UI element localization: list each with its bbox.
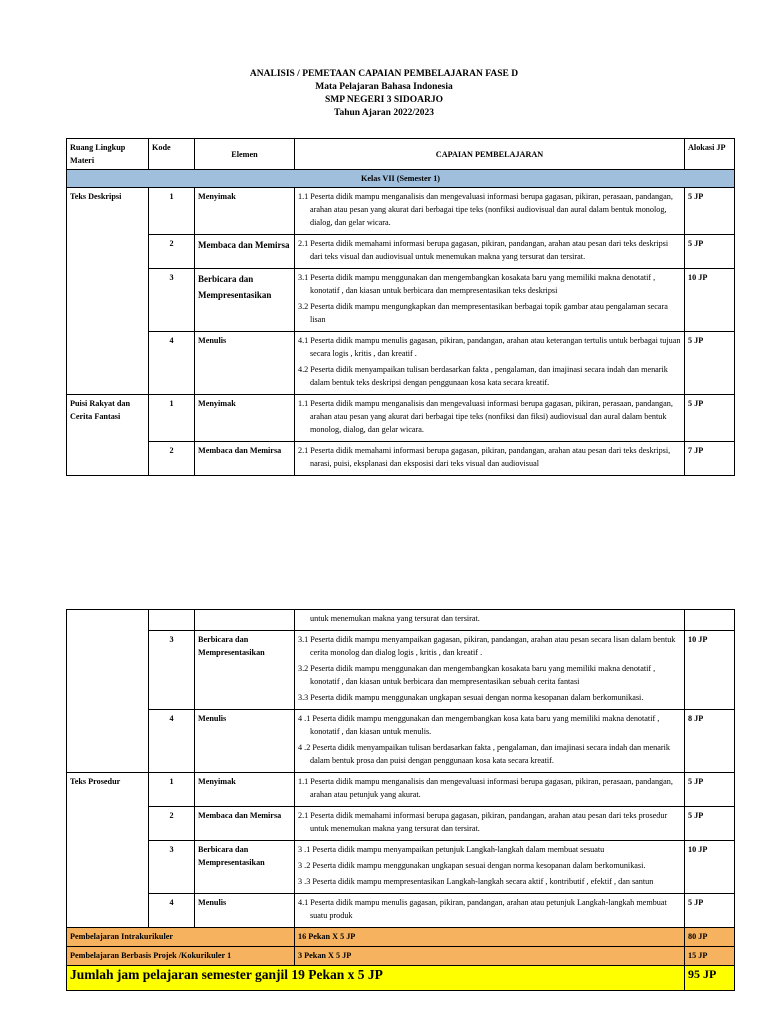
capaian-cell <box>295 235 685 269</box>
capaian-item: 3.3 Peserta didik mampu menggunakan ungkapan sesuai dengan norma kesopanan dalam berkomunikasi. <box>298 693 644 702</box>
summary-value: 3 Pekan X 5 JP <box>295 947 685 966</box>
capaian-cell <box>295 188 685 235</box>
capaian-cell <box>295 269 685 332</box>
elemen-cell: Membaca dan Memirsa <box>195 807 295 841</box>
capaian-item: 3.2 Peserta didik mampu menggunakan dan mengembangkan kosakata baru yang memiliki makna denotatif , konotatif , dan kiasan untuk berbicara dan mempresentasikan sebuah cerita fantasi <box>298 664 656 686</box>
elemen-cell: Berbicara dan Mempresentasikan <box>195 841 295 894</box>
capaian-item: 4 .2 Peserta didik menyampaikan tulisan berdasarkan fakta , pengalaman, dan imajinasi secara indah dan menarik dalam bentuk prosa dan puisi dengan penggunaan kosa kata secara kreatif. <box>298 743 670 765</box>
table-row <box>67 841 735 894</box>
table-row <box>67 235 735 269</box>
capaian-item: 2.1 Peserta didik memahami informasi berupa gagasan, pikiran, pandangan, arahan atau pesan dari teks deskripsi dari teks visual dan audiovisual untuk menemukan makna yang tersurat dan tersirat. <box>298 239 669 261</box>
capaian-item: 4.1 Peserta didik mampu menulis gagasan, pikiran, pandangan, arahan atau petunjuk Langkah-langkah membuat suatu produk <box>298 898 667 920</box>
total-row <box>67 966 735 991</box>
capaian-cell <box>295 894 685 928</box>
header-kode: Kode <box>149 139 195 170</box>
kode-cell: 4 <box>149 710 195 773</box>
kode-cell: 4 <box>149 894 195 928</box>
header-subject: Mata Pelajaran Bahasa Indonesia <box>315 82 453 92</box>
alokasi-cell: 5 JP <box>685 807 735 841</box>
ruang-lingkup-cell: Teks Deskripsi <box>67 188 149 395</box>
header-ruang-lingkup: Ruang Lingkup Materi <box>67 139 149 170</box>
table-row <box>67 269 735 332</box>
ruang-lingkup-cell: Teks Prosedur <box>67 773 149 928</box>
capaian-continuation: untuk menemukan makna yang tersurat dan tersirat. <box>310 614 480 623</box>
capaian-cell <box>295 395 685 442</box>
kode-cell <box>149 610 195 631</box>
kode-cell: 3 <box>149 269 195 332</box>
capaian-item: 4.2 Peserta didik menyampaikan tulisan berdasarkan fakta , pengalaman, dan imajinasi secara indah dan menarik dalam bentuk teks deskripsi dengan penggunaan kosa kata secara kreatif. <box>298 365 668 387</box>
elemen-cell <box>195 610 295 631</box>
summary-label: Pembelajaran Intrakurikuler <box>67 928 295 947</box>
header-elemen: Elemen <box>195 139 295 170</box>
alokasi-cell: 8 JP <box>685 710 735 773</box>
capaian-cell <box>295 773 685 807</box>
kode-cell: 2 <box>149 235 195 269</box>
alokasi-cell: 5 JP <box>685 235 735 269</box>
summary-value: 16 Pekan X 5 JP <box>295 928 685 947</box>
capaian-item: 3 .1 Peserta didik mampu menyampaikan petunjuk Langkah-langkah dalam membuat sesuatu <box>298 845 605 854</box>
kode-cell: 1 <box>149 773 195 807</box>
capaian-item: 2.1 Peserta didik memahami informasi berupa gagasan, pikiran, pandangan, arahan atau pesan dari teks prosedur untuk menemukan makna yang tersurat dan tersirat. <box>298 811 668 833</box>
alokasi-cell: 10 JP <box>685 841 735 894</box>
header-capaian: CAPAIAN PEMBELAJARAN <box>295 139 685 170</box>
elemen-cell: Membaca dan Memirsa <box>195 235 295 269</box>
header-year: Tahun Ajaran 2022/2023 <box>334 108 434 118</box>
table-row <box>67 807 735 841</box>
cp-table-part-1 <box>66 138 735 476</box>
header-alokasi: Alokasi JP <box>685 139 735 170</box>
kode-cell: 4 <box>149 332 195 395</box>
table-row <box>67 710 735 773</box>
capaian-item: 1.1 Peserta didik mampu menganalisis dan mengevaluasi informasi berupa gagasan, pikiran, perasaan, pandangan, arahan atau pesan yang akurat dari berbagai tipe teks (nonfiksi audiovisual dan aural dalam bentuk monolog, dialog, dan gelar wicara. <box>298 192 673 227</box>
kode-cell: 2 <box>149 442 195 476</box>
capaian-cell <box>295 610 685 631</box>
elemen-cell: Menulis <box>195 332 295 395</box>
summary-jp: 80 JP <box>685 928 735 947</box>
capaian-cell <box>295 332 685 395</box>
table-row <box>67 395 735 442</box>
elemen-cell: Menulis <box>195 894 295 928</box>
ruang-lingkup-cell <box>67 610 149 773</box>
document-header <box>0 68 768 120</box>
elemen-cell: Menulis <box>195 710 295 773</box>
capaian-item: 1.1 Peserta didik mampu menganalisis dan mengevaluasi informasi berupa gagasan, pikiran, perasaan, pandangan, arahan atau petunjuk yang akurat. <box>298 777 673 799</box>
kode-cell: 1 <box>149 395 195 442</box>
capaian-item: 3 .2 Peserta didik mampu menggunakan ungkapan sesuai dengan norma kesopanan dalam berkomunikasi. <box>298 861 646 870</box>
capaian-cell <box>295 631 685 710</box>
alokasi-cell: 5 JP <box>685 395 735 442</box>
alokasi-cell <box>685 610 735 631</box>
elemen-cell: Berbicara dan Mempresentasikan <box>195 631 295 710</box>
elemen-cell: Menyimak <box>195 773 295 807</box>
summary-row-kokurikuler <box>67 947 735 966</box>
capaian-item: 1.1 Peserta didik mampu menganalisis dan mengevaluasi informasi berupa gagasan, pikiran, perasaan, pandangan, arahan atau pesan yang akurat dari berbagai tipe teks (nonfiksi dan fiksi) audiovisual dan aural dalam bentuk monolog, dialog, dan gelar wicara. <box>298 399 673 434</box>
table-row <box>67 773 735 807</box>
elemen-cell: Berbicara dan Mempresentasikan <box>195 269 295 332</box>
kode-cell: 3 <box>149 841 195 894</box>
capaian-item: 3.1 Peserta didik mampu menggunakan dan mengembangkan kosakata baru yang memiliki makna denotatif , konotatif , dan kiasan untuk berbicara dan mempresentasikan teks deskripsi <box>298 273 656 295</box>
alokasi-cell: 10 JP <box>685 269 735 332</box>
table-header-row <box>67 139 735 170</box>
kelas-row <box>67 170 735 188</box>
alokasi-cell: 5 JP <box>685 773 735 807</box>
table-row <box>67 332 735 395</box>
table-row <box>67 610 735 631</box>
summary-row-intrakurikuler <box>67 928 735 947</box>
capaian-cell <box>295 841 685 894</box>
table-row <box>67 894 735 928</box>
kode-cell: 1 <box>149 188 195 235</box>
elemen-cell: Membaca dan Memirsa <box>195 442 295 476</box>
kode-cell: 3 <box>149 631 195 710</box>
header-title: ANALISIS / PEMETAAN CAPAIAN PEMBELAJARAN FASE D <box>249 69 519 79</box>
capaian-cell <box>295 442 685 476</box>
capaian-item: 3.2 Peserta didik mampu mengungkapkan dan mempresentasikan berbagai topik gambar atau pengalaman secara lisan <box>298 302 668 324</box>
alokasi-cell: 10 JP <box>685 631 735 710</box>
capaian-cell <box>295 807 685 841</box>
capaian-item: 3 .3 Peserta didik mampu mempresentasikan Langkah-langkah secara aktif , kontributif , efektif , dan santun <box>298 877 654 886</box>
summary-jp: 15 JP <box>685 947 735 966</box>
header-school: SMP NEGERI 3 SIDOARJO <box>325 95 443 105</box>
table-row <box>67 188 735 235</box>
capaian-item: 4.1 Peserta didik mampu menulis gagasan, pikiran, pandangan, arahan atau keterangan tertulis untuk berbagai tujuan secara logis , kritis , dan kreatif . <box>298 336 681 358</box>
kode-cell: 2 <box>149 807 195 841</box>
ruang-lingkup-cell: Puisi Rakyat dan Cerita Fantasi <box>67 395 149 476</box>
alokasi-cell: 5 JP <box>685 188 735 235</box>
capaian-item: 2.1 Peserta didik memahami informasi berupa gagasan, pikiran, pandangan, arahan atau pesan dari teks deskripsi, narasi, puisi, eksplanasi dan eksposisi dari teks visual dan audiovisual <box>298 446 671 468</box>
capaian-cell <box>295 710 685 773</box>
elemen-cell: Menyimak <box>195 188 295 235</box>
elemen-cell: Menyimak <box>195 395 295 442</box>
capaian-item: 3.1 Peserta didik mampu menyampaikan gagasan, pikiran, pandangan, arahan atau pesan secara lisan dalam bentuk cerita monolog dan dialog logis , kritis , dan kreatif . <box>298 635 676 657</box>
alokasi-cell: 7 JP <box>685 442 735 476</box>
kelas-label: Kelas VII (Semester 1) <box>67 170 735 188</box>
alokasi-cell: 5 JP <box>685 894 735 928</box>
cp-table-part-2 <box>66 609 735 991</box>
alokasi-cell: 5 JP <box>685 332 735 395</box>
table-row <box>67 631 735 710</box>
total-jp: 95 JP <box>685 966 735 991</box>
total-label: Jumlah jam pelajaran semester ganjil 19 Pekan x 5 JP <box>67 966 685 991</box>
table-row <box>67 442 735 476</box>
capaian-item: 4 .1 Peserta didik mampu menggunakan dan mengembangkan kosa kata baru yang memiliki makna denotatif , konotatif , dan kiasan untuk menulis. <box>298 714 660 736</box>
summary-label: Pembelajaran Berbasis Projek /Kokurikuler 1 <box>67 947 295 966</box>
